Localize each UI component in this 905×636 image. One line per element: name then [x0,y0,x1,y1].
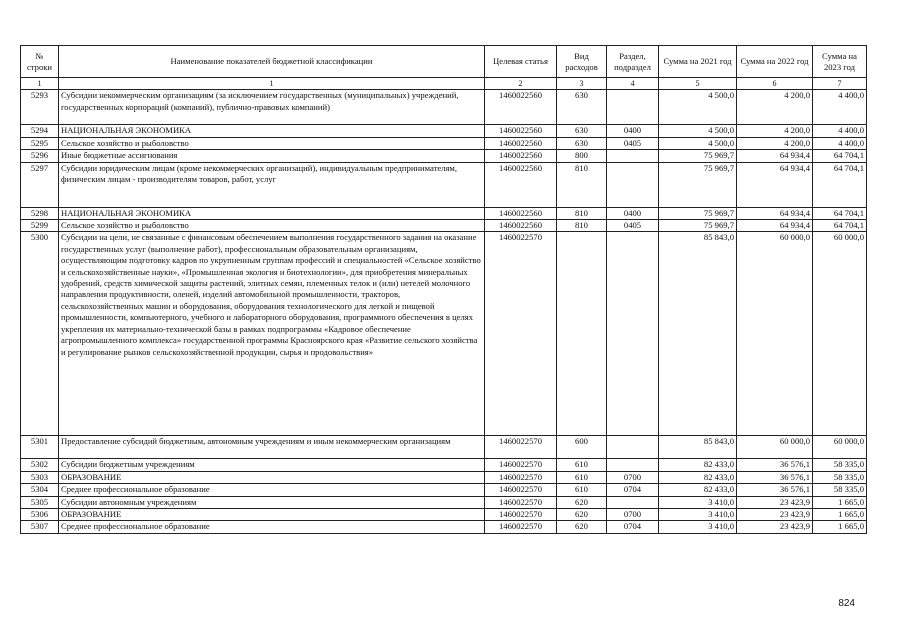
indicator-name-cell: Предоставление субсидий бюджетным, автономным учреждениям и иным некоммерческим организациям [59,436,485,459]
header-row [21,46,867,78]
indicator-name-cell: Среднее профессиональное образование [59,484,485,496]
sum-2023-cell: 64 704,1 [813,150,867,162]
table-row [21,509,867,521]
row-number-cell: 5302 [21,459,59,471]
sum-2022-cell: 23 423,9 [737,496,813,508]
indicator-name-cell: ОБРАЗОВАНИЕ [59,509,485,521]
table-row [21,232,867,436]
sum-2021-cell: 75 969,7 [659,207,737,219]
expense-type-cell: 810 [557,220,607,232]
expense-type-cell: 810 [557,162,607,207]
target-article-cell: 1460022570 [485,496,557,508]
col-number: 5 [659,78,737,90]
section-cell: 0700 [607,471,659,483]
expense-type-cell: 610 [557,471,607,483]
sum-2023-cell: 60 000,0 [813,436,867,459]
indicator-name-cell: НАЦИОНАЛЬНАЯ ЭКОНОМИКА [59,207,485,219]
indicator-name-cell: Субсидии бюджетным учреждениям [59,459,485,471]
header-row-no: № строки [21,46,59,78]
target-article-cell: 1460022560 [485,137,557,149]
header-exp-type: Вид расходов [557,46,607,78]
sum-2021-cell: 85 843,0 [659,436,737,459]
col-number: 4 [607,78,659,90]
target-article-cell: 1460022570 [485,509,557,521]
target-article-cell: 1460022560 [485,220,557,232]
header-section: Раздел, подраздел [607,46,659,78]
sum-2021-cell: 75 969,7 [659,150,737,162]
target-article-cell: 1460022560 [485,150,557,162]
col-number: 1 [21,78,59,90]
section-cell [607,232,659,436]
indicator-name-cell: НАЦИОНАЛЬНАЯ ЭКОНОМИКА [59,125,485,137]
sum-2021-cell: 3 410,0 [659,521,737,533]
indicator-name-cell: Сельское хозяйство и рыболовство [59,137,485,149]
table-row [21,137,867,149]
sum-2021-cell: 85 843,0 [659,232,737,436]
expense-type-cell: 620 [557,496,607,508]
indicator-name-cell: Иные бюджетные ассигнования [59,150,485,162]
table-row [21,125,867,137]
row-number-cell: 5301 [21,436,59,459]
sum-2022-cell: 4 200,0 [737,137,813,149]
indicator-name-cell: Среднее профессиональное образование [59,521,485,533]
indicator-name-cell: Субсидии автономным учреждениям [59,496,485,508]
sum-2022-cell: 64 934,4 [737,150,813,162]
sum-2021-cell: 75 969,7 [659,220,737,232]
sum-2023-cell: 4 400,0 [813,125,867,137]
indicator-name-cell: Субсидии юридическим лицам (кроме некоммерческих организаций), индивидуальным предпринимателям, физическим лицам - производителям товаров, работ, услуг [59,162,485,207]
row-number-cell: 5300 [21,232,59,436]
sum-2022-cell: 64 934,4 [737,220,813,232]
col-number: 7 [813,78,867,90]
section-cell: 0400 [607,207,659,219]
section-cell [607,496,659,508]
sum-2021-cell: 82 433,0 [659,484,737,496]
target-article-cell: 1460022570 [485,521,557,533]
target-article-cell: 1460022560 [485,207,557,219]
expense-type-cell: 630 [557,125,607,137]
table-row [21,521,867,533]
col-number: 6 [737,78,813,90]
row-number-cell: 5307 [21,521,59,533]
row-number-cell: 5294 [21,125,59,137]
indicator-name-cell: Субсидии на цели, не связанные с финансовым обеспечением выполнения государственного задания на оказание государственных услуг (выполнение работ), профессиональным образовательным организациям, осуществляющим подготовку кадров по укрупненным группам профессий и специальностей «Сельское хозяйство и сельскохозяйственные науки», «Промышленная экология и биотехнологии», для приобретения минеральных удобрений, средств химической защиты растений, элитных семян, племенных телок и (или) нетелей молочного направления продуктивности, оленей, изделий автомобильной промышленности, тракторов, сельскохозяйственных машин и оборудования, оборудования технологического для легкой и пищевой промышленности, компьютерного, учебного и лабораторного оборудования, программного обеспечения в целях укрепления их материально-технической базы в рамках подпрограммы «Кадровое обеспечение агропромышленного комплекса» государственной программы Красноярского края «Развитие сельского хозяйства и регулирование рынков сельскохозяйственной продукции, сырья и продовольствия» [59,232,485,436]
table-row [21,436,867,459]
header-sum-2023: Сумма на 2023 год [813,46,867,78]
row-number-cell: 5295 [21,137,59,149]
row-number-cell: 5299 [21,220,59,232]
row-number-cell: 5304 [21,484,59,496]
target-article-cell: 1460022560 [485,125,557,137]
target-article-cell: 1460022560 [485,90,557,125]
sum-2022-cell: 64 934,4 [737,162,813,207]
sum-2021-cell: 75 969,7 [659,162,737,207]
sum-2022-cell: 23 423,9 [737,509,813,521]
page-number: 824 [838,598,855,609]
row-number-cell: 5298 [21,207,59,219]
row-number-cell: 5296 [21,150,59,162]
section-cell: 0405 [607,220,659,232]
table-row [21,459,867,471]
header-target: Целевая статья [485,46,557,78]
section-cell: 0704 [607,484,659,496]
table-row [21,150,867,162]
expense-type-cell: 630 [557,137,607,149]
sum-2022-cell: 36 576,1 [737,484,813,496]
header-sum-2021: Сумма на 2021 год [659,46,737,78]
sum-2023-cell: 1 665,0 [813,521,867,533]
column-number-row [21,78,867,90]
expense-type-cell [557,232,607,436]
sum-2022-cell: 60 000,0 [737,232,813,436]
indicator-name-cell: Сельское хозяйство и рыболовство [59,220,485,232]
budget-table [20,45,867,534]
sum-2021-cell: 4 500,0 [659,90,737,125]
sum-2022-cell: 36 576,1 [737,459,813,471]
header-name: Наименование показателей бюджетной классификации [59,46,485,78]
sum-2023-cell: 4 400,0 [813,137,867,149]
sum-2022-cell: 64 934,4 [737,207,813,219]
sum-2023-cell: 60 000,0 [813,232,867,436]
sum-2021-cell: 82 433,0 [659,471,737,483]
sum-2023-cell: 1 665,0 [813,509,867,521]
col-number: 1 [59,78,485,90]
table-row [21,90,867,125]
sum-2022-cell: 23 423,9 [737,521,813,533]
header-sum-2022: Сумма на 2022 год [737,46,813,78]
indicator-name-cell: ОБРАЗОВАНИЕ [59,471,485,483]
sum-2021-cell: 3 410,0 [659,509,737,521]
expense-type-cell: 610 [557,484,607,496]
row-number-cell: 5305 [21,496,59,508]
sum-2022-cell: 4 200,0 [737,125,813,137]
sum-2021-cell: 4 500,0 [659,137,737,149]
row-number-cell: 5297 [21,162,59,207]
sum-2023-cell: 64 704,1 [813,207,867,219]
expense-type-cell: 620 [557,521,607,533]
sum-2022-cell: 4 200,0 [737,90,813,125]
target-article-cell: 1460022570 [485,232,557,436]
target-article-cell: 1460022560 [485,162,557,207]
indicator-name-cell: Субсидии некоммерческим организациям (за исключением государственных (муниципальных) учреждений, государственных корпораций (компаний), публично-правовых компаний) [59,90,485,125]
sum-2023-cell: 58 335,0 [813,459,867,471]
table-row [21,471,867,483]
table-body [21,90,867,533]
col-number: 2 [485,78,557,90]
section-cell [607,90,659,125]
sum-2023-cell: 64 704,1 [813,162,867,207]
sum-2021-cell: 3 410,0 [659,496,737,508]
sum-2021-cell: 4 500,0 [659,125,737,137]
sum-2022-cell: 36 576,1 [737,471,813,483]
target-article-cell: 1460022570 [485,471,557,483]
sum-2023-cell: 58 335,0 [813,471,867,483]
sum-2023-cell: 1 665,0 [813,496,867,508]
section-cell: 0400 [607,125,659,137]
sum-2023-cell: 4 400,0 [813,90,867,125]
table-row [21,162,867,207]
expense-type-cell: 610 [557,459,607,471]
row-number-cell: 5303 [21,471,59,483]
table-row [21,496,867,508]
section-cell [607,436,659,459]
table-row [21,207,867,219]
expense-type-cell: 800 [557,150,607,162]
sum-2021-cell: 82 433,0 [659,459,737,471]
target-article-cell: 1460022570 [485,436,557,459]
expense-type-cell: 620 [557,509,607,521]
row-number-cell: 5306 [21,509,59,521]
sum-2022-cell: 60 000,0 [737,436,813,459]
col-number: 3 [557,78,607,90]
table-row [21,484,867,496]
row-number-cell: 5293 [21,90,59,125]
expense-type-cell: 630 [557,90,607,125]
sum-2023-cell: 64 704,1 [813,220,867,232]
expense-type-cell: 810 [557,207,607,219]
section-cell [607,162,659,207]
section-cell [607,459,659,471]
table-row [21,220,867,232]
section-cell [607,150,659,162]
section-cell: 0405 [607,137,659,149]
expense-type-cell: 600 [557,436,607,459]
section-cell: 0700 [607,509,659,521]
target-article-cell: 1460022570 [485,459,557,471]
section-cell: 0704 [607,521,659,533]
target-article-cell: 1460022570 [485,484,557,496]
sum-2023-cell: 58 335,0 [813,484,867,496]
